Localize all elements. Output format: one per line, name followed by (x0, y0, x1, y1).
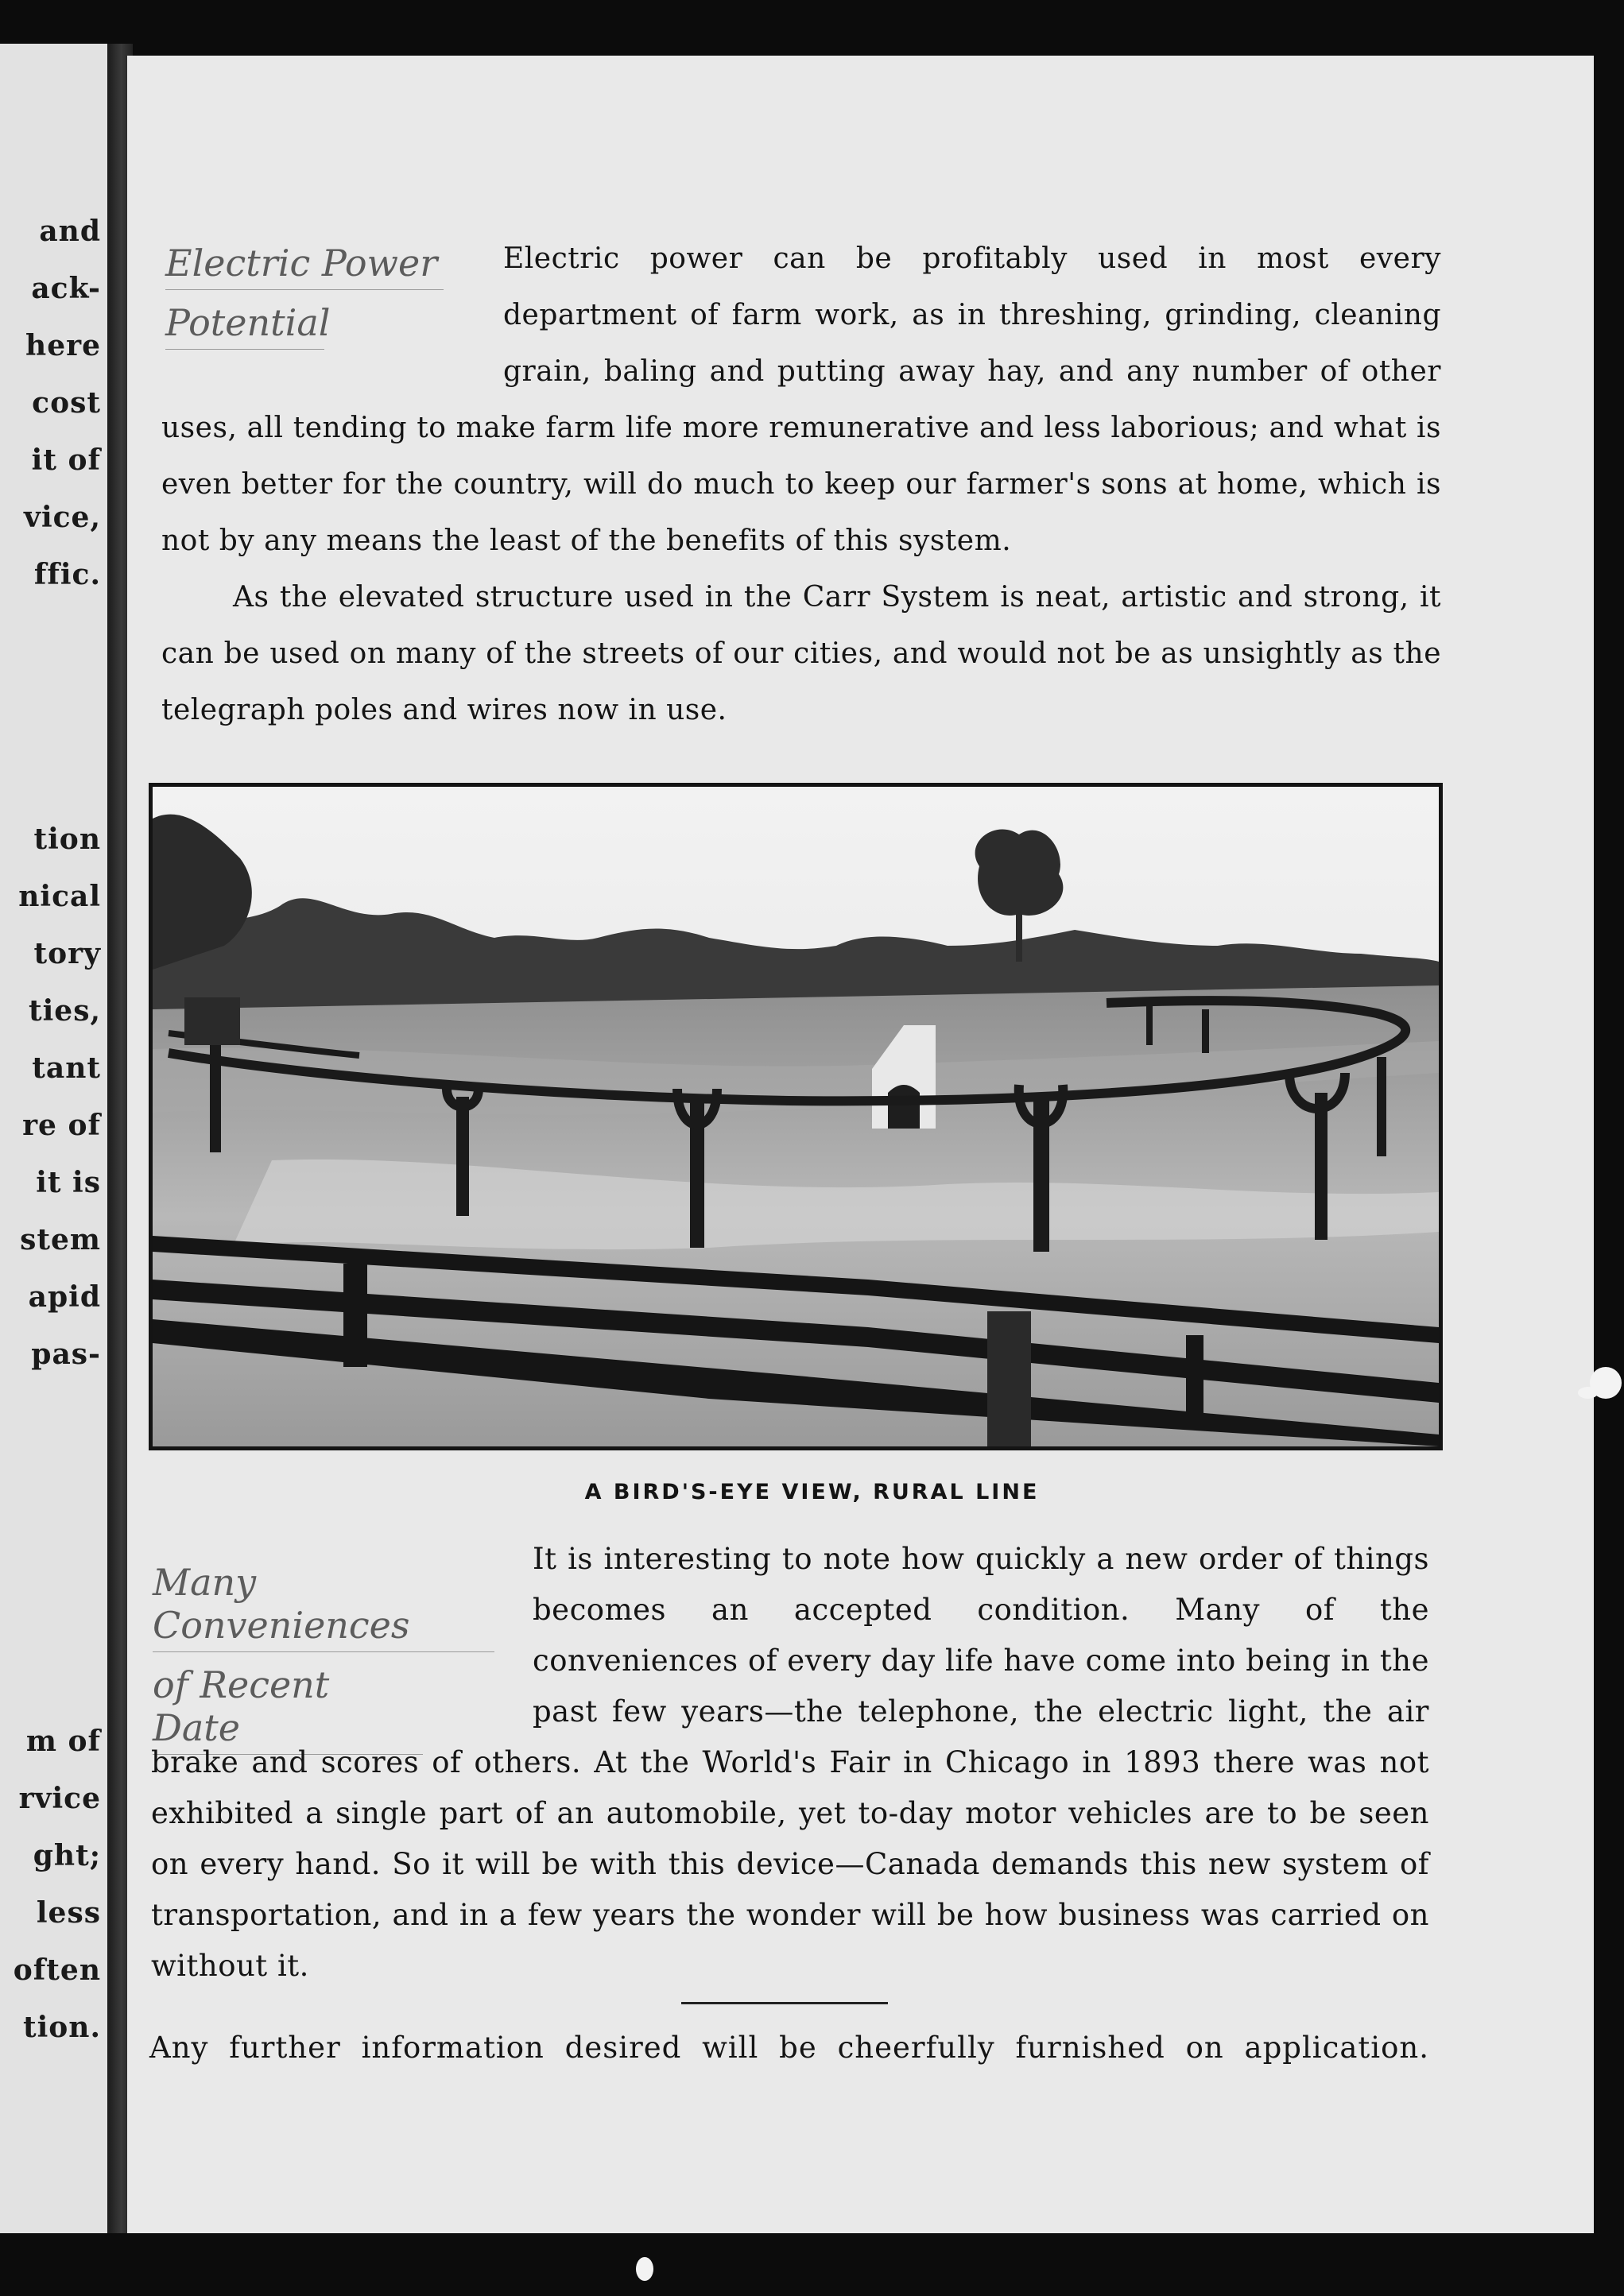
section1-paragraph-2: As the elevated structure used in the Carr System is neat, artistic and strong, it can be used on many of the streets of our cities, and would not be as unsightly as the telegraph poles and wires now in use. (161, 581, 1441, 726)
left-page-fragment: vice, (24, 501, 101, 534)
section1-text (161, 230, 1441, 738)
left-page-fragment: nical (18, 880, 101, 913)
left-page-fragment: tion. (22, 2011, 101, 2044)
scan-speck (1578, 1387, 1598, 1399)
margin-note-line-1: Many Conveniences (153, 1558, 494, 1652)
left-page-fragment: here (25, 329, 101, 362)
left-page-fragment: it is (36, 1166, 101, 1199)
left-page-fragment: tion (33, 823, 101, 856)
section2-paragraph-1: It is interesting to note how quickly a new order of things becomes an accepted condition. Many of the conveniences of every day life have come into being in the past few years—the telephone, the electric light, the air brake and scores of others. At the World's Fair in Chicago in 1893 there was not exhibited a single part of an automobile, yet to-day motor vehicles are to be seen on every hand. So it will be with this device—Canada demands this new system of transportation, and in a few years the wonder will be how business was carried on without it. (151, 1542, 1429, 1983)
left-page-fragment: stem (20, 1223, 101, 1256)
rural-line-photo-drawing (153, 787, 1439, 1446)
left-page-fragment: ght; (33, 1839, 101, 1872)
left-page-fragment: m of (25, 1725, 101, 1758)
left-page-fragment: ffic. (33, 558, 101, 591)
margin-note-spacer (161, 230, 503, 400)
left-page-fragment: cost (32, 386, 101, 420)
margin-note-line-1: Electric Power (165, 238, 444, 290)
left-page-fragment: it of (31, 443, 101, 477)
left-page-fragment: tant (32, 1051, 101, 1085)
left-page-fragment: ack- (31, 272, 101, 305)
left-page-fragment: tory (33, 937, 101, 970)
left-facing-page (0, 44, 107, 2233)
margin-note-spacer (151, 1534, 533, 1737)
scan-speck (636, 2257, 653, 2281)
margin-note-line-2: of Recent Date (153, 1660, 423, 1755)
left-page-fragment: often (13, 1953, 101, 1987)
left-page-fragment: rvice (18, 1782, 101, 1815)
left-page-fragment: and (39, 215, 101, 248)
left-page-fragment: pas- (31, 1338, 101, 1371)
section1-paragraph-1: Electric power can be profitably used in most every department of farm work, as in threshing, grinding, cleaning grain, baling and putting away hay, and any number of other uses, all tending to make farm life more remunerative and less laborious; and what is even better for the country, will do much to keep our farmer's sons at home, which is not by any means the least of the benefits of this system. (161, 242, 1441, 557)
closing-line: Any further information desired will be cheerfully furnished on application. (149, 2031, 1429, 2065)
section-divider (681, 2002, 888, 2004)
left-page-fragment: re of (22, 1109, 101, 1142)
rural-line-photo (149, 783, 1443, 1450)
left-page-fragment: less (36, 1896, 101, 1930)
section2-text (151, 1534, 1429, 1992)
margin-note-line-2: Potential (165, 298, 324, 350)
left-page-fragment: ties, (28, 994, 101, 1028)
photo-caption: A BIRD'S-EYE VIEW, RURAL LINE (584, 1480, 1040, 1504)
left-page-fragment: apid (28, 1280, 101, 1314)
